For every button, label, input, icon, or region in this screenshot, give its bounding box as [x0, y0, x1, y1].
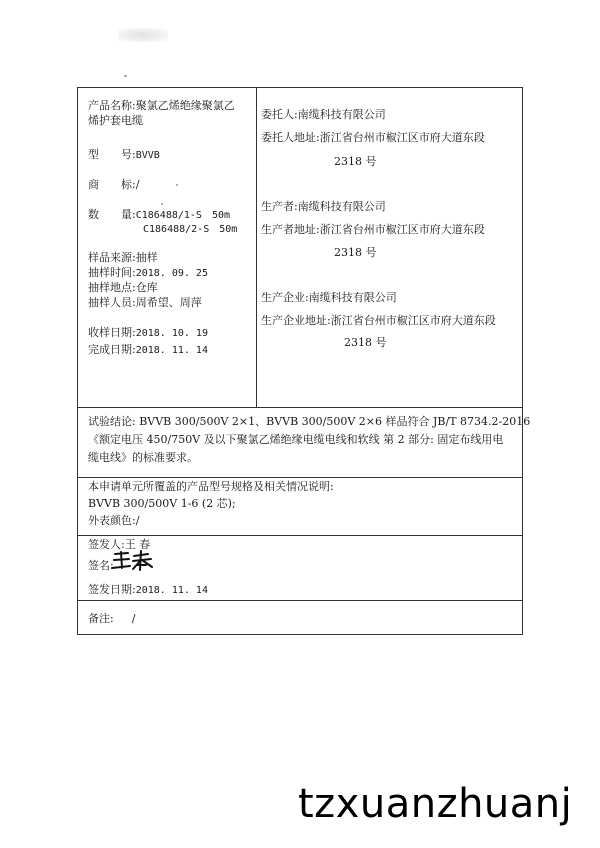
row-divider	[78, 407, 522, 408]
client-address-field	[261, 131, 485, 145]
sampler-field	[88, 296, 202, 310]
model-value: BVVB	[135, 150, 160, 161]
client-address-value-cont: 2318 号	[334, 155, 377, 168]
issue-date-field	[88, 583, 208, 598]
completed-date-field	[88, 343, 208, 358]
sampling-time-label: 抽样时间:	[88, 266, 136, 279]
issue-date-value: 2018. 11. 14	[135, 585, 208, 596]
scan-speck	[124, 75, 127, 77]
conclusion-line: 缆电线》的标准要求。	[88, 451, 198, 464]
sampling-place-field	[88, 281, 158, 295]
sampling-time-field	[88, 266, 208, 281]
conclusion-line: 试验结论: BVVB 300/500V 2×1、BVVB 300/500V 2×6 样品符合 JB/T 8734.2-2016	[88, 415, 531, 428]
product-name-field	[88, 99, 235, 113]
factory-address-value-cont: 2318 号	[344, 336, 387, 349]
model-field	[88, 148, 160, 163]
conclusion-line: 《额定电压 450/750V 及以下聚氯乙烯绝缘电缆电线和软线 第 2 部分: 固定布线用电	[88, 433, 504, 446]
producer-address-value: 浙江省台州市椒江区市府大道东段	[319, 223, 485, 236]
scan-smudge	[118, 28, 168, 42]
sample-source-label: 样品来源:	[88, 251, 136, 264]
handwritten-signature	[111, 548, 159, 572]
row-divider	[78, 600, 522, 601]
coverage-heading: 本申请单元所覆盖的产品型号规格及相关情况说明:	[88, 480, 334, 493]
quantity-value-cont: C186488/2-S 50m	[143, 224, 238, 235]
sampling-time-value: 2018. 09. 25	[135, 268, 208, 279]
factory-label: 生产企业:	[261, 291, 309, 304]
completed-date-value: 2018. 11. 14	[135, 345, 208, 356]
surface-color-value: /	[135, 514, 140, 527]
product-name-label: 产品名称:	[88, 99, 136, 112]
quantity-label: 数 量:	[88, 208, 136, 221]
issuer-value: 王 春	[124, 538, 151, 551]
producer-field	[261, 200, 386, 214]
remarks-label: 备注:	[88, 612, 114, 625]
row-divider	[78, 535, 522, 536]
client-value: 南缆科技有限公司	[297, 108, 386, 121]
brand-value: /	[135, 178, 140, 191]
product-name-value-cont: 烯护套电缆	[88, 114, 143, 127]
column-divider	[256, 88, 257, 407]
factory-address-field	[261, 314, 496, 328]
factory-field	[261, 291, 397, 305]
sample-source-field	[88, 251, 158, 265]
watermark-text: tzxuanzhuanj	[298, 781, 573, 827]
client-address-value: 浙江省台州市椒江区市府大道东段	[319, 131, 485, 144]
client-address-label: 委托人地址:	[261, 131, 320, 144]
quantity-value: C186488/1-S 50m	[135, 210, 231, 221]
issue-date-label: 签发日期:	[88, 583, 136, 596]
producer-label: 生产者:	[261, 200, 298, 213]
surface-color-label: 外表颜色:	[88, 514, 136, 527]
coverage-models: BVVB 300/500V 1-6 (2 芯);	[88, 497, 236, 510]
product-name-value: 聚氯乙烯绝缘聚氯乙	[135, 99, 235, 112]
producer-address-value-cont: 2318 号	[334, 246, 377, 259]
sampler-value: 周希望、周萍	[135, 296, 202, 309]
completed-date-label: 完成日期:	[88, 343, 136, 356]
model-label: 型 号:	[88, 148, 136, 161]
received-date-value: 2018. 10. 19	[135, 328, 208, 339]
signature-label: 签名:	[88, 559, 114, 572]
brand-label: 商 标:	[88, 178, 136, 191]
factory-value: 南缆科技有限公司	[308, 291, 397, 304]
brand-field	[88, 178, 139, 192]
remarks-field	[88, 612, 135, 626]
received-date-field	[88, 326, 208, 341]
producer-value: 南缆科技有限公司	[297, 200, 386, 213]
issuer-label: 签发人:	[88, 538, 125, 551]
row-divider	[78, 477, 522, 478]
sampler-label: 抽样人员:	[88, 296, 136, 309]
producer-address-field	[261, 223, 485, 237]
quantity-field	[88, 208, 230, 223]
sampling-place-value: 仓库	[135, 281, 158, 294]
client-label: 委托人:	[261, 108, 298, 121]
sample-source-value: 抽样	[135, 251, 158, 264]
surface-color-field	[88, 514, 139, 528]
sampling-place-label: 抽样地点:	[88, 281, 136, 294]
received-date-label: 收样日期:	[88, 326, 136, 339]
remarks-value: /	[131, 612, 136, 625]
client-field	[261, 108, 386, 122]
producer-address-label: 生产者地址:	[261, 223, 320, 236]
factory-address-label: 生产企业地址:	[261, 314, 331, 327]
factory-address-value: 浙江省台州市椒江区市府大道东段	[330, 314, 496, 327]
